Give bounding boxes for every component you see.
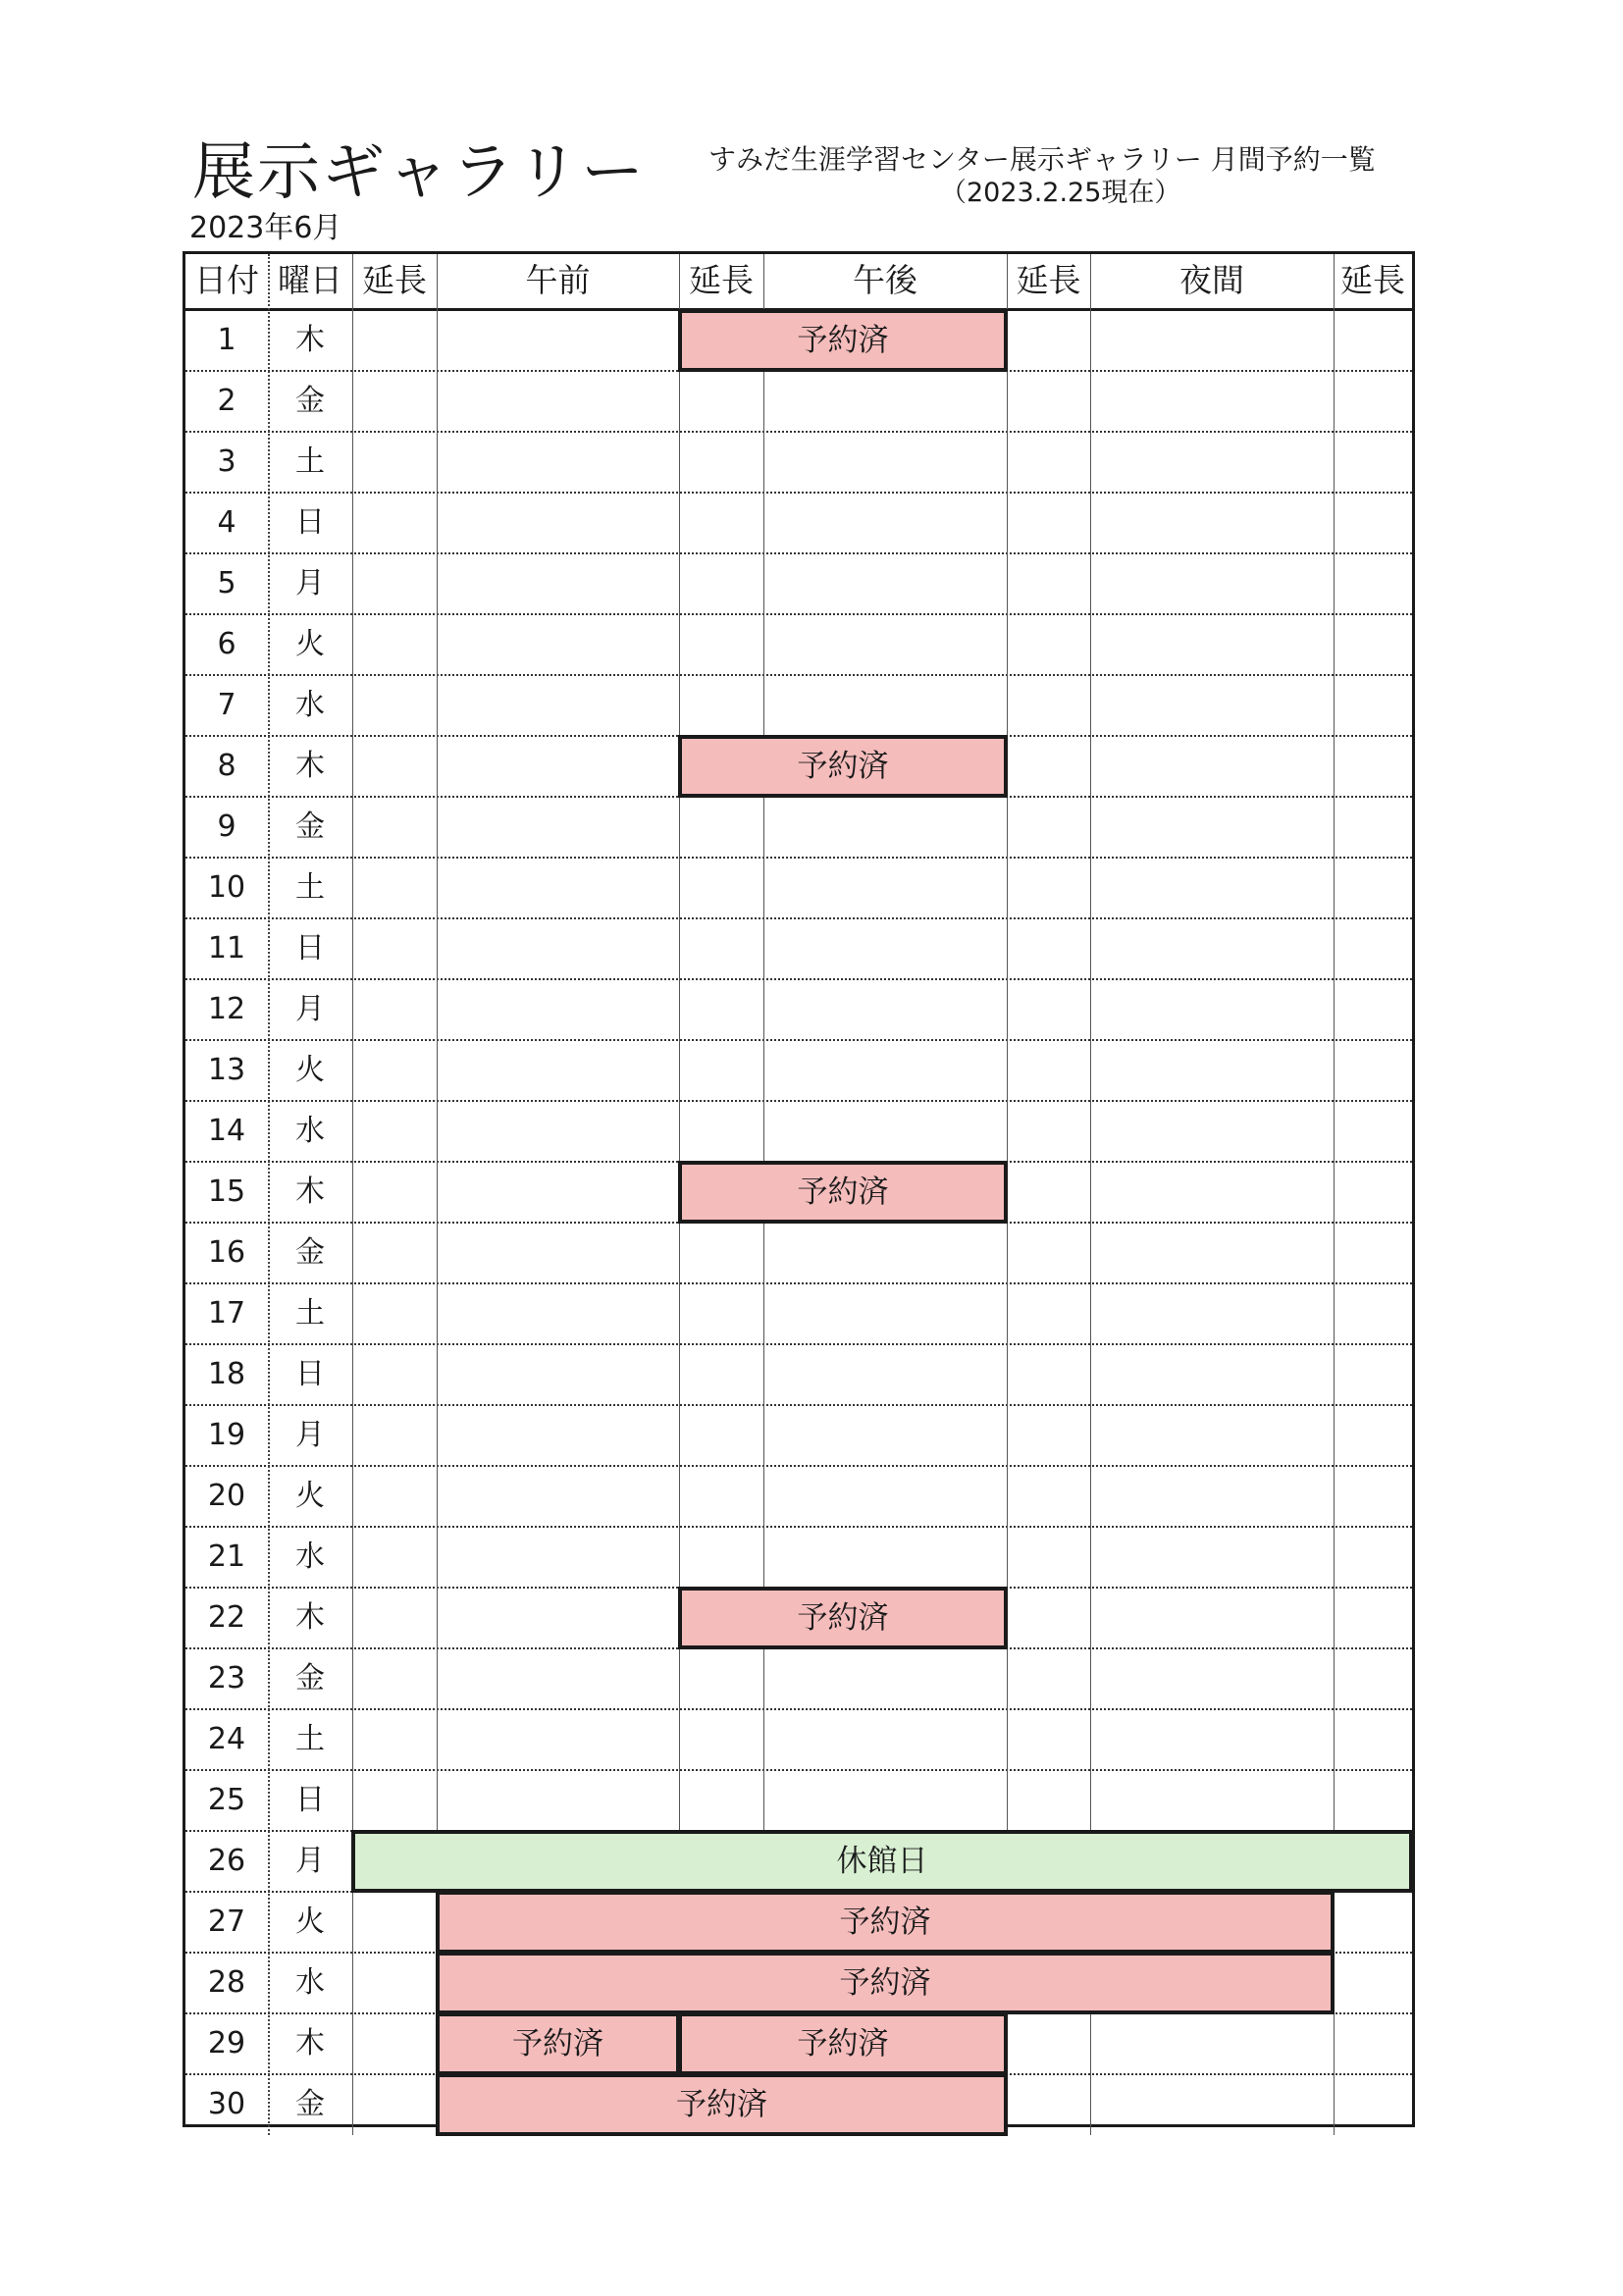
weekday-cell: 水 — [295, 688, 325, 722]
column-header: 延長 — [689, 261, 754, 299]
date-cell: 28 — [207, 1965, 246, 2000]
weekday-cell: 月 — [295, 1418, 325, 1452]
date-cell: 12 — [207, 992, 246, 1026]
column-header: 延長 — [1016, 261, 1081, 299]
weekday-cell: 水 — [295, 1114, 325, 1148]
date-cell: 1 — [217, 323, 236, 357]
date-cell: 10 — [207, 870, 246, 905]
date-cell: 7 — [217, 688, 236, 722]
weekday-cell: 日 — [295, 1783, 325, 1817]
row-divider — [185, 1282, 1412, 1284]
weekday-cell: 木 — [295, 2026, 325, 2061]
row-divider — [185, 1708, 1412, 1710]
date-cell: 18 — [207, 1357, 246, 1391]
page-title: 展示ギャラリー — [192, 136, 646, 209]
date-cell: 16 — [207, 1235, 246, 1270]
date-cell: 20 — [207, 1479, 246, 1513]
weekday-cell: 日 — [295, 931, 325, 965]
date-cell: 6 — [217, 627, 236, 661]
weekday-cell: 月 — [295, 1844, 325, 1878]
weekday-cell: 火 — [295, 1479, 325, 1513]
date-cell: 24 — [207, 1722, 246, 1756]
row-divider — [185, 492, 1412, 494]
weekday-cell: 金 — [295, 809, 325, 844]
date-cell: 25 — [207, 1783, 246, 1817]
reservation-block: 予約済 — [678, 2012, 1008, 2075]
row-divider — [185, 917, 1412, 919]
date-cell: 13 — [207, 1053, 246, 1087]
weekday-cell: 火 — [295, 1053, 325, 1087]
weekday-cell: 水 — [295, 1539, 325, 1574]
weekday-cell: 土 — [295, 870, 325, 905]
column-header: 延長 — [1340, 261, 1405, 299]
reservation-block: 予約済 — [678, 1587, 1008, 1649]
row-divider — [185, 1526, 1412, 1528]
as-of-date: （2023.2.25現在） — [940, 178, 1181, 208]
column-header: 日付 — [194, 261, 259, 299]
weekday-cell: 火 — [295, 627, 325, 661]
weekday-cell: 土 — [295, 1296, 325, 1331]
row-divider — [185, 552, 1412, 554]
weekday-cell: 木 — [295, 323, 325, 357]
date-cell: 29 — [207, 2026, 246, 2061]
weekday-cell: 金 — [295, 1235, 325, 1270]
column-header: 延長 — [362, 261, 427, 299]
date-cell: 5 — [217, 566, 236, 600]
date-cell: 9 — [217, 809, 236, 844]
weekday-cell: 水 — [295, 1965, 325, 2000]
row-divider — [185, 1465, 1412, 1467]
date-cell: 17 — [207, 1296, 246, 1331]
date-cell: 22 — [207, 1600, 246, 1635]
weekday-cell: 日 — [295, 1357, 325, 1391]
date-cell: 11 — [207, 931, 246, 965]
column-header: 曜日 — [278, 261, 342, 299]
reservation-block: 予約済 — [436, 1891, 1335, 1954]
column-header: 夜間 — [1179, 261, 1244, 299]
document-subtitle: すみだ生涯学習センター展示ギャラリー 月間予約一覧 — [708, 143, 1376, 176]
row-divider — [185, 1039, 1412, 1041]
date-cell: 23 — [207, 1661, 246, 1696]
reservation-block: 予約済 — [678, 735, 1008, 798]
closed-day-block: 休館日 — [351, 1830, 1413, 1893]
reservation-block: 予約済 — [436, 2073, 1008, 2136]
column-header: 午後 — [853, 261, 917, 299]
row-divider — [185, 1100, 1412, 1102]
reservation-block: 予約済 — [436, 2012, 680, 2075]
weekday-cell: 金 — [295, 2087, 325, 2121]
date-cell: 30 — [207, 2087, 246, 2121]
row-divider — [185, 1404, 1412, 1406]
date-cell: 15 — [207, 1174, 246, 1209]
weekday-cell: 火 — [295, 1905, 325, 1939]
reservation-block: 予約済 — [436, 1952, 1335, 2014]
weekday-cell: 土 — [295, 444, 325, 479]
row-divider — [185, 857, 1412, 859]
date-cell: 2 — [217, 384, 236, 418]
weekday-cell: 月 — [295, 566, 325, 600]
date-cell: 8 — [217, 749, 236, 783]
weekday-cell: 木 — [295, 1174, 325, 1209]
date-cell: 14 — [207, 1114, 246, 1148]
month-label: 2023年6月 — [189, 211, 342, 245]
row-divider — [185, 1769, 1412, 1771]
weekday-cell: 金 — [295, 1661, 325, 1696]
weekday-cell: 木 — [295, 1600, 325, 1635]
date-cell: 3 — [217, 444, 236, 479]
weekday-cell: 月 — [295, 992, 325, 1026]
reservation-block: 予約済 — [678, 309, 1008, 372]
row-divider — [185, 978, 1412, 980]
row-divider — [185, 674, 1412, 676]
column-header: 午前 — [525, 261, 591, 299]
date-cell: 21 — [207, 1539, 246, 1574]
date-cell: 19 — [207, 1418, 246, 1452]
date-cell: 27 — [207, 1905, 246, 1939]
weekday-cell: 木 — [295, 749, 325, 783]
row-divider — [185, 1343, 1412, 1345]
weekday-cell: 日 — [295, 505, 325, 540]
row-divider — [185, 613, 1412, 615]
date-cell: 4 — [217, 505, 236, 540]
reservation-block: 予約済 — [678, 1161, 1008, 1224]
date-cell: 26 — [207, 1844, 246, 1878]
row-divider — [185, 431, 1412, 433]
weekday-cell: 土 — [295, 1722, 325, 1756]
weekday-cell: 金 — [295, 384, 325, 418]
